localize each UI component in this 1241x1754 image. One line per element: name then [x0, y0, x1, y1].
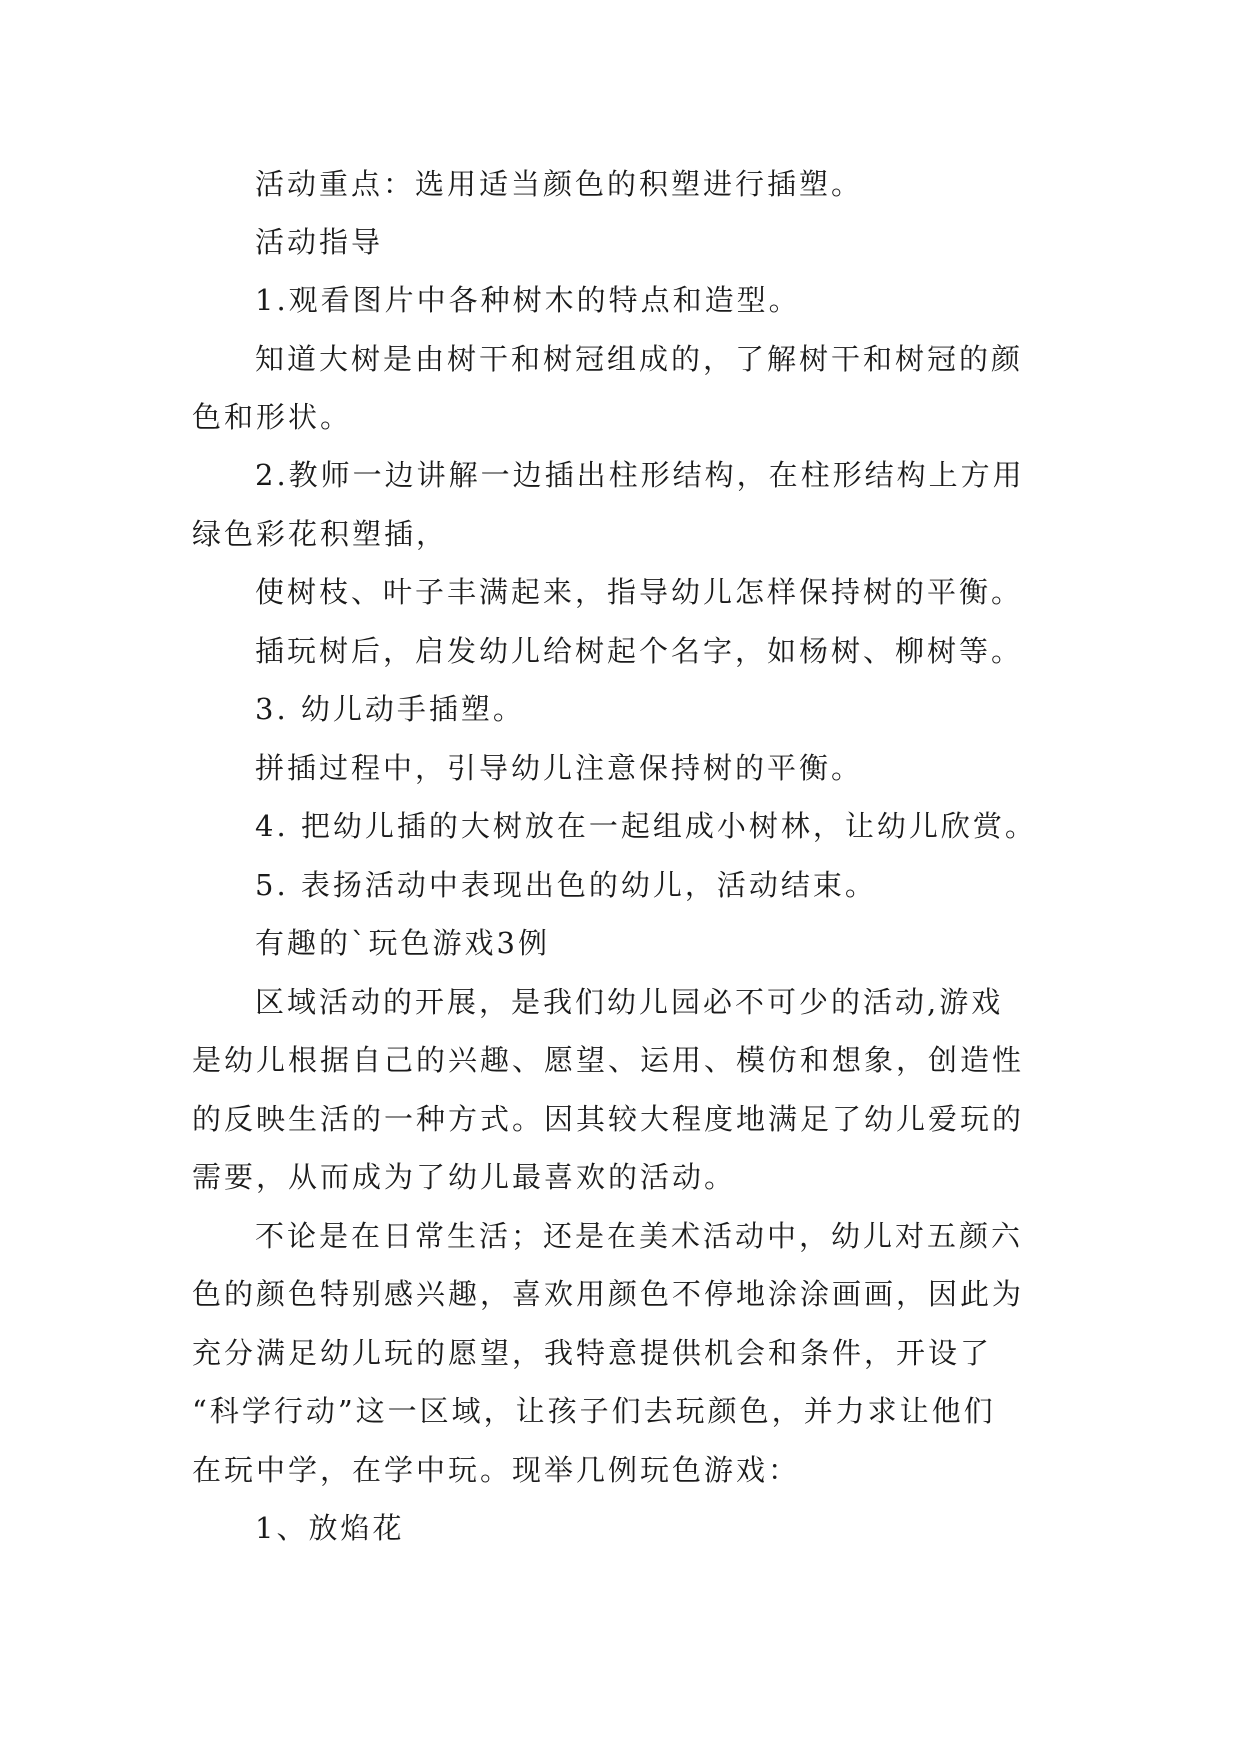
text-line: 是幼儿根据自己的兴趣、愿望、运用、模仿和想象，创造性	[192, 1043, 1025, 1077]
text-line: 知道大树是由树干和树冠组成的，了解树干和树冠的颜	[255, 342, 1024, 376]
text-line: “科学行动”这一区域，让孩子们去玩颜色，并力求让他们	[192, 1394, 996, 1428]
text-line: 在玩中学，在学中玩。现举几例玩色游戏：	[192, 1453, 801, 1487]
text-line: 色和形状。	[192, 400, 353, 434]
text-line: 区域活动的开展，是我们幼儿园必不可少的活动,游戏	[255, 985, 1004, 1019]
text-line: 1.观看图片中各种树木的特点和造型。	[255, 283, 801, 317]
text-line: 拼插过程中，引导幼儿注意保持树的平衡。	[255, 751, 864, 785]
text-line: 2.教师一边讲解一边插出柱形结构，在柱形结构上方用	[255, 458, 1025, 492]
text-line: 5. 表扬活动中表现出色的幼儿，活动结束。	[255, 868, 877, 902]
text-line: 有趣的`玩色游戏3例	[255, 926, 550, 960]
text-line: 色的颜色特别感兴趣，喜欢用颜色不停地涂涂画画，因此为	[192, 1277, 1025, 1311]
text-line: 1、放焰花	[255, 1511, 405, 1545]
text-line: 活动指导	[255, 225, 384, 259]
text-line: 活动重点：选用适当颜色的积塑进行插塑。	[255, 167, 864, 201]
text-line: 3. 幼儿动手插塑。	[255, 692, 525, 726]
text-line: 不论是在日常生活；还是在美术活动中，幼儿对五颜六	[255, 1219, 1024, 1253]
text-line: 充分满足幼儿玩的愿望，我特意提供机会和条件，开设了	[192, 1336, 993, 1370]
text-line: 的反映生活的一种方式。因其较大程度地满足了幼儿爱玩的	[192, 1102, 1025, 1136]
text-line: 绿色彩花积塑插，	[192, 517, 449, 551]
text-line: 使树枝、叶子丰满起来，指导幼儿怎样保持树的平衡。	[255, 575, 1024, 609]
text-line: 4. 把幼儿插的大树放在一起组成小树林，让幼儿欣赏。	[255, 809, 1037, 843]
text-line: 插玩树后，启发幼儿给树起个名字，如杨树、柳树等。	[255, 634, 1024, 668]
text-line: 需要，从而成为了幼儿最喜欢的活动。	[192, 1160, 737, 1194]
